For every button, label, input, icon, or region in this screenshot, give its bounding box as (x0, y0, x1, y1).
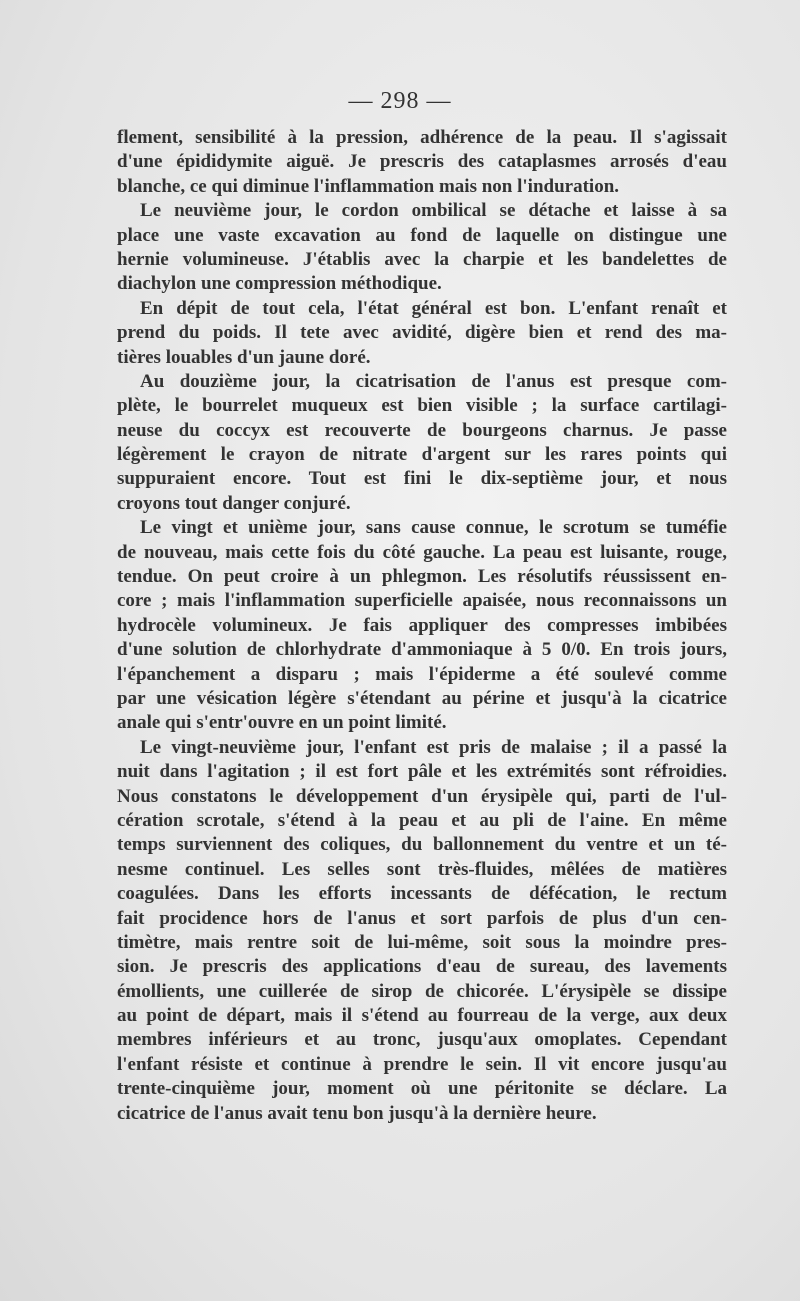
text-line: core ; mais l'inflammation superficielle apaisée, nous reconnaissons un (117, 590, 727, 612)
text-line: émollients, une cuillerée de sirop de chicorée. L'érysipèle se dissipe (117, 980, 727, 1002)
text-line: membres inférieurs et au tronc, jusqu'aux omoplates. Cependant (117, 1029, 727, 1051)
text-line: flement, sensibilité à la pression, adhérence de la peau. Il s'agissait (117, 127, 727, 148)
text-line: place une vaste excavation au fond de laquelle on distingue une (117, 224, 727, 246)
text-line: diachylon une compression méthodique. (117, 273, 442, 295)
text-line: d'une épididymite aiguë. Je prescris des cataplasmes arrosés d'eau (117, 151, 727, 173)
text-line: Le vingt et unième jour, sans cause connue, le scrotum se tuméfie (140, 517, 727, 539)
text-line: Au douzième jour, la cicatrisation de l'anus est presque com- (140, 370, 727, 392)
text-line: suppuraient encore. Tout est fini le dix-septième jour, et nous (117, 468, 727, 490)
text-line: par une vésication légère s'étendant au périne et jusqu'à la cicatrice (117, 687, 727, 709)
text-line: En dépit de tout cela, l'état général est bon. L'enfant renaît et (140, 297, 727, 319)
text-line: légèrement le crayon de nitrate d'argent sur les rares points qui (117, 444, 727, 466)
text-line: nuit dans l'agitation ; il est fort pâle et les extrémités sont réfroidies. (117, 761, 727, 783)
text-line: blanche, ce qui diminue l'inflammation mais non l'induration. (117, 175, 620, 197)
text-line: nesme continuel. Les selles sont très-fluides, mêlées de matières (117, 858, 727, 880)
text-line: neuse du coccyx est recouverte de bourgeons charnus. Je passe (117, 419, 727, 441)
text-line: fait procidence hors de l'anus et sort parfois de plus d'un cen- (117, 907, 727, 929)
text-line: au point de départ, mais il s'étend au fourreau de la verge, aux deux (117, 1005, 727, 1027)
text-line: Le neuvième jour, le cordon ombilical se détache et laisse à sa (140, 200, 727, 222)
text-line: hernie volumineuse. J'établis avec la charpie et les bandelettes de (117, 248, 727, 270)
body-text (117, 126, 727, 1126)
text-line: l'épanchement a disparu ; mais l'épiderme a été soulevé comme (117, 663, 727, 685)
text-line: tendue. On peut croire à un phlegmon. Les résolutifs réussissent en- (117, 566, 727, 588)
text-line: trente-cinquième jour, moment où une péritonite se déclare. La (117, 1078, 727, 1100)
text-line: l'enfant résiste et continue à prendre le sein. Il vit encore jusqu'au (117, 1053, 727, 1075)
page-number: — 298 — (348, 88, 452, 114)
text-line: de nouveau, mais cette fois du côté gauche. La peau est luisante, rouge, (117, 541, 727, 563)
text-line: coagulées. Dans les efforts incessants de défécation, le rectum (117, 883, 727, 905)
text-line: anale qui s'entr'ouvre en un point limité. (117, 712, 447, 734)
text-line: hydrocèle volumineux. Je fais appliquer des compresses imbibées (117, 614, 727, 636)
text-line: croyons tout danger conjuré. (117, 492, 351, 514)
text-line: temps surviennent des coliques, du ballonnement du ventre et un té- (117, 834, 727, 856)
text-line: cicatrice de l'anus avait tenu bon jusqu'à la dernière heure. (117, 1102, 597, 1124)
text-line: tières louables d'un jaune doré. (117, 346, 371, 368)
text-line: sion. Je prescris des applications d'eau de sureau, des lavements (117, 956, 727, 978)
text-line: Le vingt-neuvième jour, l'enfant est pris de malaise ; il a passé la (140, 736, 727, 758)
text-line: prend du poids. Il tete avec avidité, digère bien et rend des ma- (117, 322, 727, 344)
text-line: plète, le bourrelet muqueux est bien visible ; la surface cartilagi- (117, 395, 727, 417)
text-line: d'une solution de chlorhydrate d'ammoniaque à 5 0/0. En trois jours, (117, 639, 727, 661)
text-line: Nous constatons le développement d'un érysipèle qui, parti de l'ul- (117, 785, 727, 807)
text-line: timètre, mais rentre soit de lui-même, soit sous la moindre pres- (117, 931, 727, 953)
text-line: cération scrotale, s'étend à la peau et au pli de l'aine. En même (117, 809, 727, 831)
